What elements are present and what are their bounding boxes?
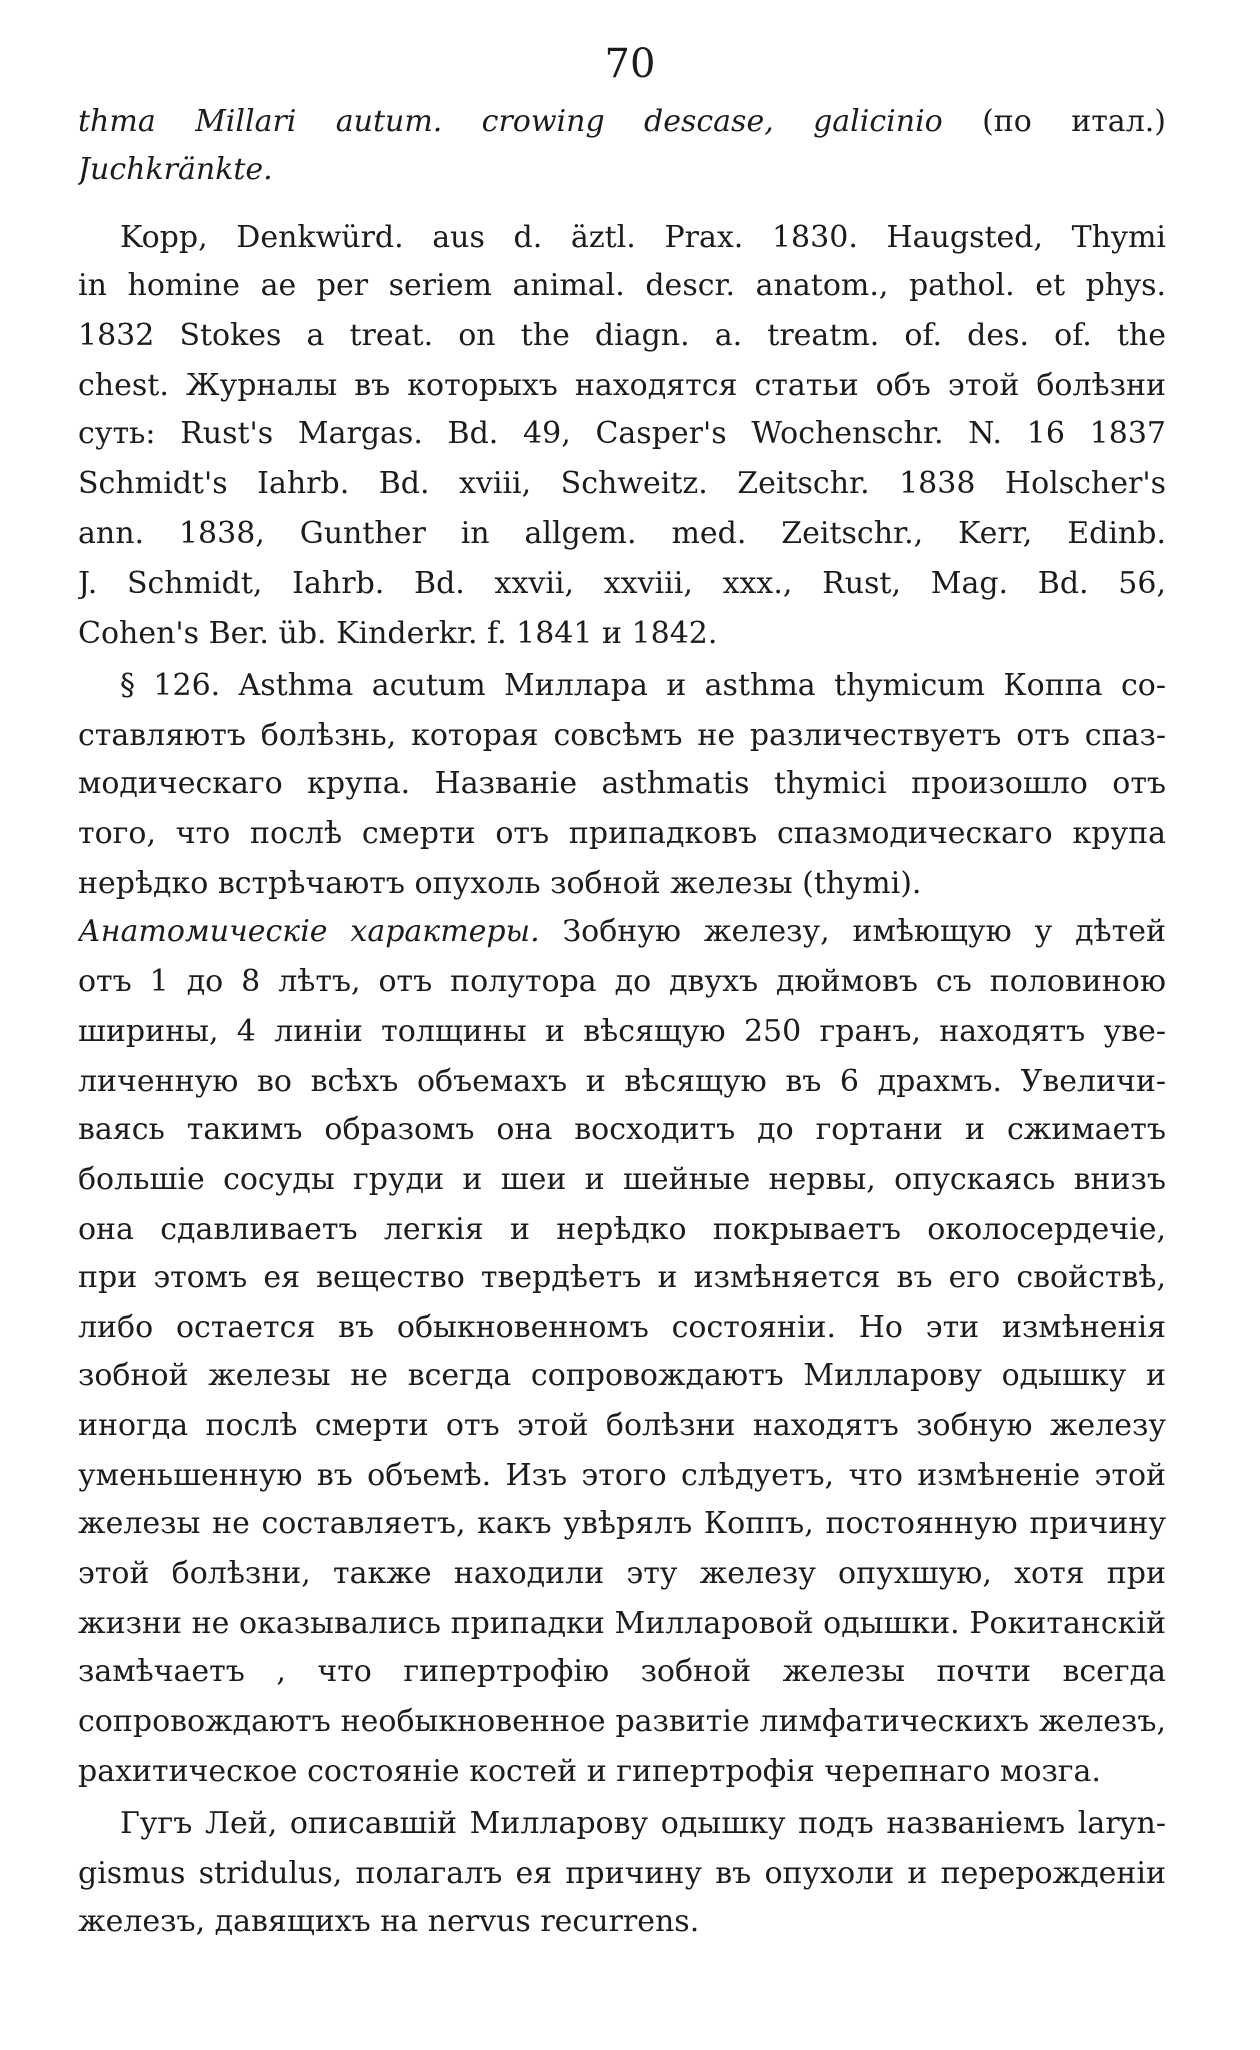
text-line: Cohen's Ber. üb. Kinderkr. f. 1841 и 1842. [78,616,718,651]
text-line: отъ 1 до 8 лѣтъ, отъ полутора до двухъ дюймовъ съ половиною [78,964,1166,999]
text-line: рахитическое состояніе костей и гипертрофія черепнаго мозга. [78,1754,1101,1789]
text-line: замѣчаетъ , что гипертрофію зобной железы почти всегда [78,1654,1166,1689]
text-line: § 126. Asthma acutum Миллара и asthma thymicum Коппа со- [120,668,1166,703]
text-line: личенную во всѣхъ объемахъ и вѣсящую въ 6 драхмъ. Увеличи- [78,1064,1166,1099]
section-heading: Анатомическіе характеры. [78,914,540,949]
text-line: Гугъ Лей, описавшій Милларову одышку подъ названіемъ laryn- [120,1806,1166,1841]
text-line: жизни не оказывались припадки Милларовой одышки. Рокитанскій [78,1606,1166,1641]
text-line: 1832 Stokes a treat. on the diagn. a. treatm. of. des. of. the [78,318,1166,353]
text-line: этой болѣзни, также находили эту железу опухшую, хотя при [78,1556,1166,1591]
text-span: Зобную железу, имѣющую у дѣтей [539,914,1166,949]
text-line: того, что послѣ смерти отъ припадковъ спазмодическаго крупа [78,816,1166,851]
text-span: (по итал.) [942,104,1166,139]
text-line: сопровождаютъ необыкновенное развитіе лимфатическихъ железъ, [78,1704,1166,1739]
text-line: in homine ae per seriem animal. descr. anatom., pathol. et phys. [78,268,1166,303]
text-line: chest. Журналы въ которыхъ находятся статьи объ этой болѣзни [78,368,1166,403]
text-line [78,98,1166,146]
text-line: ставляютъ болѣзнь, которая совсѣмъ не различествуетъ отъ спаз- [78,718,1166,753]
text-line: модическаго крупа. Названіе asthmatis thymici произошло отъ [78,766,1166,801]
text-line: Schmidt's Iahrb. Bd. xviii, Schweitz. Zeitschr. 1838 Holscher's [78,466,1166,501]
text-line [78,908,1166,956]
text-line: ширины, 4 линіи толщины и вѣсящую 250 гранъ, находятъ уве- [78,1014,1166,1049]
text-line: уменьшенную въ объемѣ. Изъ этого слѣдуетъ, что измѣненіе этой [78,1458,1166,1493]
text-line: либо остается въ обыкновенномъ состояніи. Но эти измѣненія [78,1310,1166,1345]
text-line: суть: Rust's Margas. Bd. 49, Casper's Wochenschr. N. 16 1837 [78,416,1166,451]
text-line: при этомъ ея вещество твердѣетъ и измѣняется въ его свойствѣ, [78,1260,1166,1295]
text-line: Juchkränkte. [78,152,273,187]
text-line: J. Schmidt, Iahrb. Bd. xxvii, xxviii, xxx., Rust, Mag. Bd. 56, [78,566,1166,601]
text-line: зобной железы не всегда сопровождаютъ Милларову одышку и [78,1358,1166,1393]
text-line: железы не составляетъ, какъ увѣрялъ Коппъ, постоянную причину [78,1506,1166,1541]
text-line: она сдавливаетъ легкія и нерѣдко покрываетъ околосердечіе, [78,1212,1166,1247]
text-line: ann. 1838, Gunther in allgem. med. Zeitschr., Kerr, Edinb. [78,516,1166,551]
text-line: Kopp, Denkwürd. aus d. äztl. Prax. 1830. Haugsted, Thymi [120,220,1166,255]
page-number: 70 [604,41,656,87]
text-line: большіе сосуды груди и шеи и шейные нервы, опускаясь внизъ [78,1162,1166,1197]
italic-text: thma Millari autum. crowing descase, galicinio [78,104,943,139]
text-line: иногда послѣ смерти отъ этой болѣзни находятъ зобную железу [78,1408,1166,1443]
text-line: ваясь такимъ образомъ она восходитъ до гортани и сжимаетъ [78,1112,1166,1147]
text-line: нерѣдко встрѣчаютъ опухоль зобной железы (thymi). [78,866,922,901]
text-line: gismus stridulus, полагалъ ея причину въ опухоли и перерожденіи [78,1856,1166,1891]
text-line: железъ, давящихъ на nervus recurrens. [78,1904,700,1939]
